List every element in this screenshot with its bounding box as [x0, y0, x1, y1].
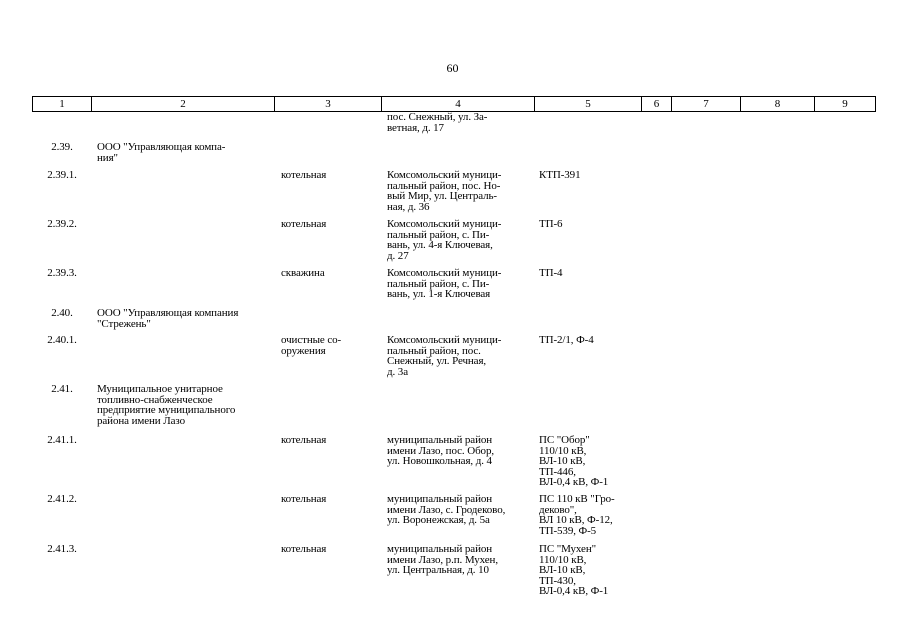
header-col-9: 9	[842, 98, 848, 110]
header-col-8: 8	[741, 97, 815, 111]
row-organization: ООО "Управляющая компа- ния"	[97, 141, 226, 164]
row-number: 2.39.2.	[47, 218, 77, 230]
row-address: муниципальный район имени Лазо, р.п. Мухен, ул. Центральная, д. 10	[387, 543, 498, 576]
row-supply: ПС 110 кВ "Гро- деково", ВЛ 10 кВ, Ф-12, ТП-539, Ф-5	[539, 493, 615, 537]
row-number: 2.39.1.	[47, 169, 77, 181]
row-supply: ТП-6	[539, 218, 563, 230]
header-col-1: 1	[33, 97, 92, 111]
row-supply: ТП-4	[539, 267, 563, 279]
header-col-6: 6	[642, 97, 672, 111]
row-supply: ПС "Мухен" 110/10 кВ, ВЛ-10 кВ, ТП-430, ВЛ-0,4 кВ, Ф-1	[539, 543, 609, 597]
row-number: 2.41.	[51, 383, 73, 395]
row-object: скважина	[281, 267, 325, 279]
row-address: Комсомольский муници- пальный район, пос. Но- вый Мир, ул. Централь- ная, д. 36	[387, 169, 502, 213]
header-col-3: 3	[275, 97, 382, 111]
row-address: пос. Снежный, ул. За- ветная, д. 17	[387, 111, 488, 134]
row-address: муниципальный район имени Лазо, с. Гродеково, ул. Воронежская, д. 5а	[387, 493, 506, 526]
row-address: муниципальный район имени Лазо, пос. Обор, ул. Новошкольная, д. 4	[387, 434, 495, 467]
row-object: котельная	[281, 218, 327, 230]
row-supply: ПС "Обор" 110/10 кВ, ВЛ-10 кВ, ТП-446, ВЛ-0,4 кВ, Ф-1	[539, 434, 609, 488]
row-supply: КТП-391	[539, 169, 581, 181]
row-number: 2.40.	[51, 307, 73, 319]
row-object: котельная	[281, 169, 327, 181]
row-number: 2.41.3.	[47, 543, 77, 555]
row-number: 2.41.2.	[47, 493, 77, 505]
header-col-4: 4	[382, 97, 535, 111]
page-number: 60	[446, 61, 459, 75]
row-supply: ТП-2/1, Ф-4	[539, 334, 594, 346]
row-object: котельная	[281, 434, 327, 446]
row-object: очистные со- оружения	[281, 334, 342, 357]
header-col-2: 2	[92, 97, 275, 111]
row-address: Комсомольский муници- пальный район, с. Пи- вань, ул. 4-я Ключевая, д. 27	[387, 218, 502, 262]
row-number: 2.39.3.	[47, 267, 77, 279]
row-number: 2.39.	[51, 141, 73, 153]
row-object: котельная	[281, 493, 327, 505]
row-address: Комсомольский муници- пальный район, с. Пи- вань, ул. 1-я Ключевая	[387, 267, 502, 300]
row-number: 2.40.1.	[47, 334, 77, 346]
row-object: котельная	[281, 543, 327, 555]
row-number: 2.41.1.	[47, 434, 77, 446]
row-organization: ООО "Управляющая компания "Стрежень"	[97, 307, 239, 330]
row-address: Комсомольский муници- пальный район, пос. Снежный, ул. Речная, д. 3а	[387, 334, 502, 378]
table-header-row	[32, 96, 876, 112]
row-organization: Муниципальное унитарное топливно-снабженческое предприятие муниципального района имени Лазо	[97, 383, 236, 427]
header-col-7: 7	[672, 97, 741, 111]
header-col-5: 5	[535, 97, 642, 111]
